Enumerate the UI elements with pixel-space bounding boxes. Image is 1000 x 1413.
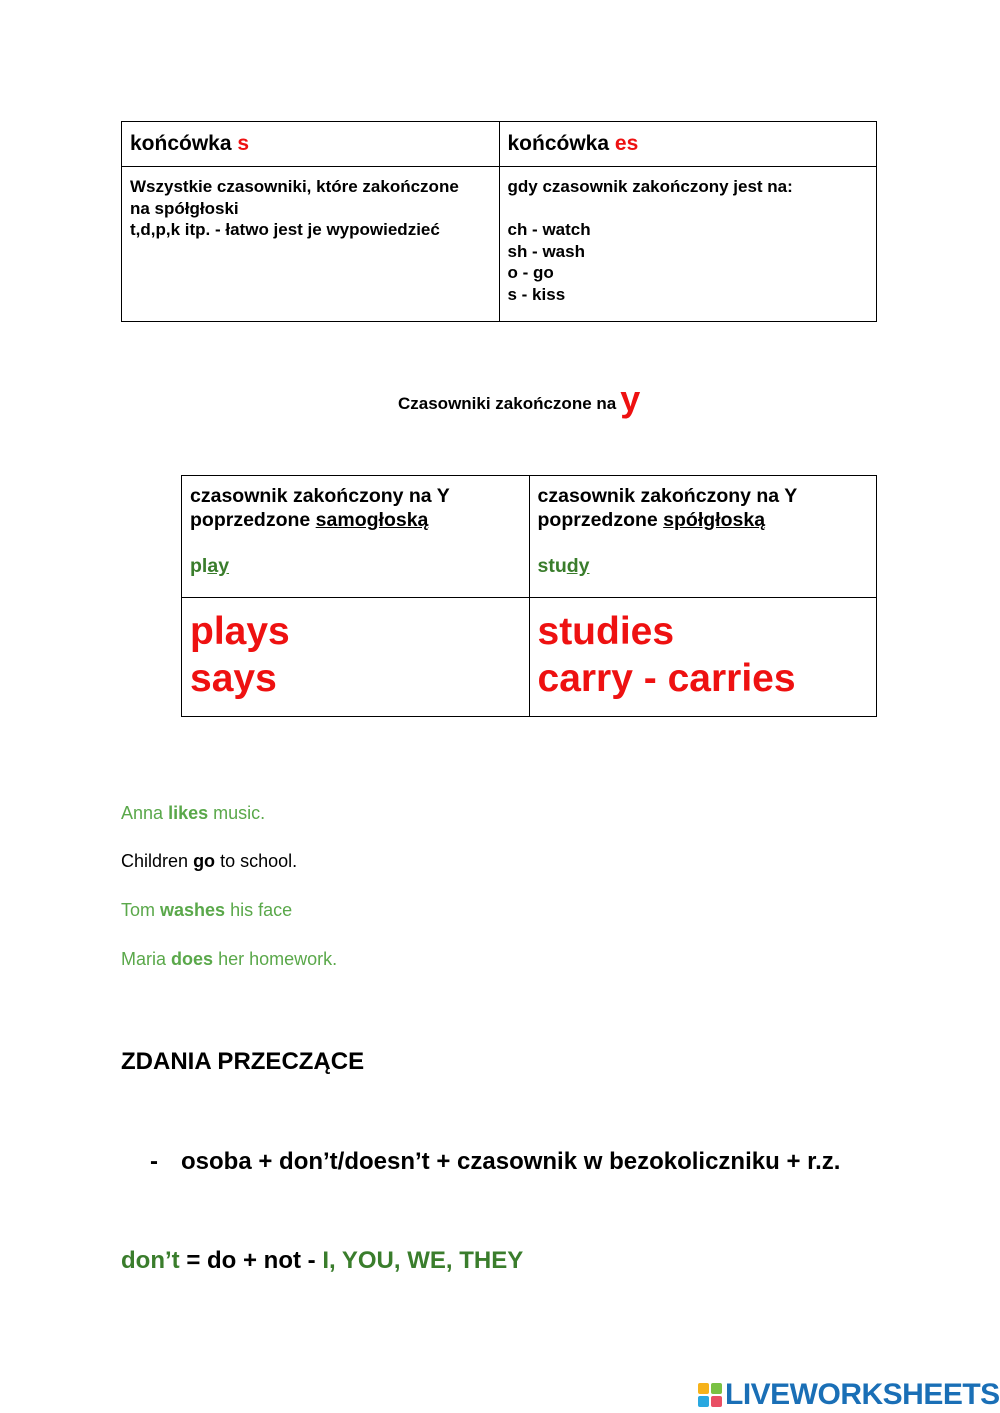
liveworksheets-logo: LIVEWORKSHEETS: [698, 1378, 1000, 1412]
consonant-results-cell: studies carry - carries: [529, 598, 877, 717]
rule-es-cell: gdy czasownik zakończony jest na: ch - watch sh - wash o - go s - kiss: [499, 167, 877, 322]
vowel-rule-cell: czasownik zakończony na Y poprzedzone samogłoską play: [182, 476, 530, 598]
example-sentence: Tom washes his face: [121, 900, 293, 920]
y-verbs-table: [181, 475, 877, 717]
letter-y: y: [620, 378, 641, 419]
example-play: play: [190, 555, 230, 577]
y-section-title: Czasowniki zakończone na y: [398, 378, 641, 419]
dont-formula: don’t = do + not - I, YOU, WE, THEY: [121, 1247, 524, 1274]
header-ending-s: końcówka s: [122, 122, 500, 167]
example-sentence: Maria does her homework.: [121, 949, 338, 969]
negative-heading: ZDANIA PRZECZĄCE: [121, 1048, 365, 1075]
example-sentence: Children go to school.: [121, 851, 298, 871]
ending-es: es: [614, 132, 639, 155]
vowel-results-cell: plays says: [182, 598, 530, 717]
example-sentence: Anna likes music.: [121, 803, 266, 823]
consonant-rule-cell: czasownik zakończony na Y poprzedzone spółgłoską study: [529, 476, 877, 598]
header-ending-es: końcówka es: [499, 122, 877, 167]
logo-mark-icon: [698, 1383, 722, 1407]
rule-s-cell: Wszystkie czasowniki, które zakończone na spółgłoski t,d,p,k itp. - łatwo jest je wypowiedzieć: [122, 167, 500, 322]
ending-s: s: [237, 132, 250, 155]
example-study: study: [537, 555, 590, 577]
endings-table: [121, 121, 877, 322]
negative-rule: - osoba + don’t/doesn’t + czasownik w bezokoliczniku + r.z.: [150, 1148, 841, 1175]
